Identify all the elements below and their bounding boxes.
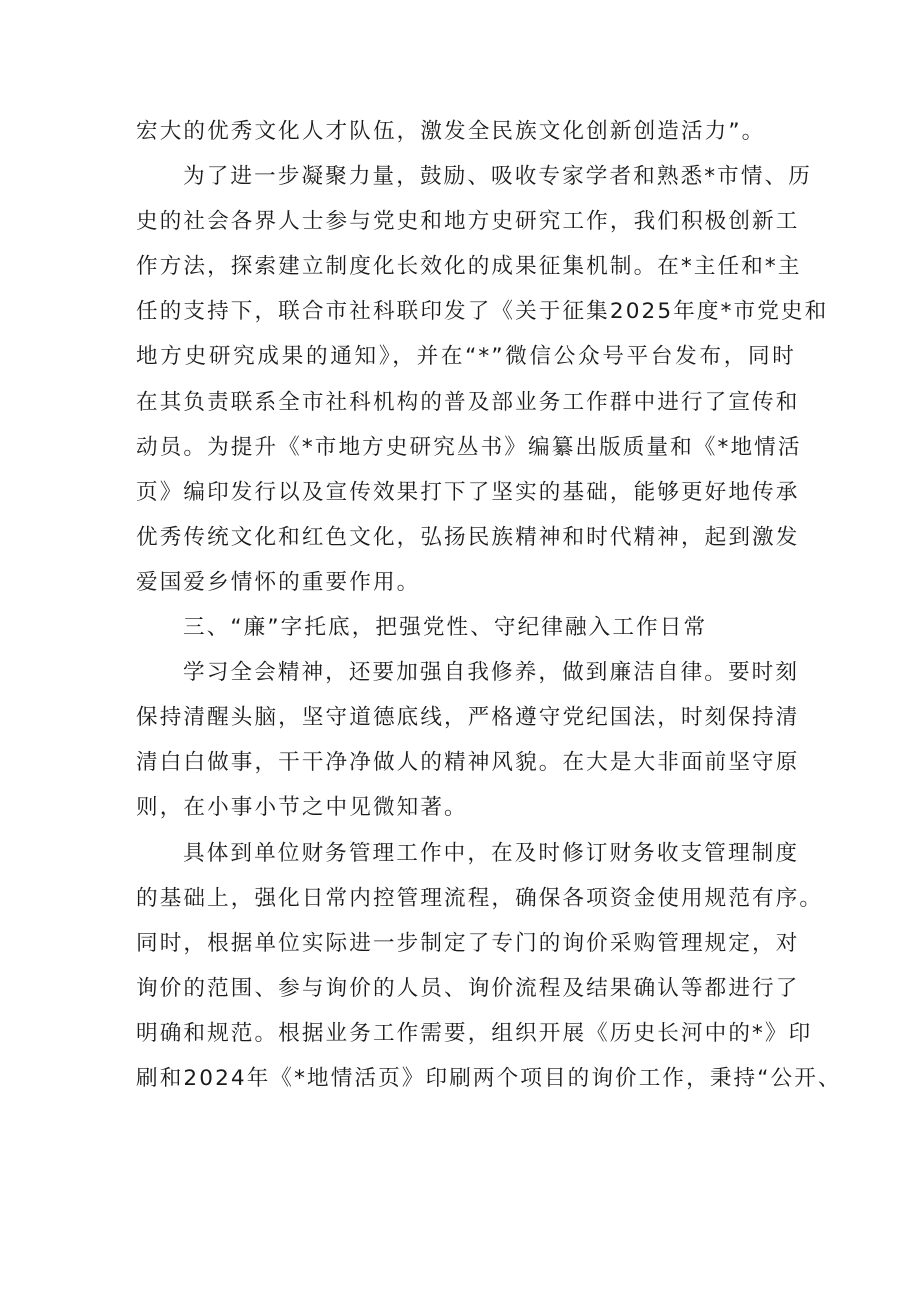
text-line: 的基础上，强化日常内控管理流程，确保各项资金使用规范有序。 xyxy=(136,885,824,911)
text-line: 具体到单位财务管理工作中，在及时修订财务收支管理制度 xyxy=(183,840,800,866)
text-line: 同时，根据单位实际进一步制定了专门的询价采购管理规定，对 xyxy=(136,930,800,956)
text-line: 任的支持下，联合市社科联印发了《关于征集2025年度*市党史和 xyxy=(136,299,829,325)
text-line: 在其负责联系全市社科机构的普及部业务工作群中进行了宣传和 xyxy=(136,389,800,415)
text-line: 页》编印发行以及宣传效果打下了坚实的基础，能够更好地传承 xyxy=(136,479,800,505)
text-line: 史的社会各界人士参与党史和地方史研究工作，我们积极创新工 xyxy=(136,209,800,235)
text-line: 宏大的优秀文化人才队伍，激发全民族文化创新创造活力”。 xyxy=(136,119,766,144)
text-line: 三、“廉”字托底，把强党性、守纪律融入工作日常 xyxy=(183,615,708,641)
text-line: 询价的范围、参与询价的人员、询价流程及结果确认等都进行了 xyxy=(136,975,800,1001)
text-line: 优秀传统文化和红色文化，弘扬民族精神和时代精神，起到激发 xyxy=(136,524,800,550)
text-line: 刷和2024年《*地情活页》印刷两个项目的询价工作，秉持“公开、 xyxy=(136,1065,842,1091)
text-line: 动员。为提升《*市地方史研究丛书》编纂出版质量和《*地情活 xyxy=(136,434,802,460)
text-line: 作方法，探索建立制度化长效化的成果征集机制。在*主任和*主 xyxy=(136,254,802,280)
text-line: 则，在小事小节之中见微知著。 xyxy=(136,795,468,821)
text-line: 保持清醒头脑，坚守道德底线，严格遵守党纪国法，时刻保持清 xyxy=(136,705,800,731)
text-line: 地方史研究成果的通知》，并在“*”微信公众号平台发布，同时 xyxy=(136,344,796,370)
text-line: 为了进一步凝聚力量，鼓励、吸收专家学者和熟悉*市情、历 xyxy=(183,164,812,190)
text-line: 学习全会精神，还要加强自我修养，做到廉洁自律。要时刻 xyxy=(183,660,800,686)
document-body xyxy=(136,109,842,1101)
text-line: 清白白做事，干干净净做人的精神风貌。在大是大非面前坚守原 xyxy=(136,750,800,776)
text-line: 爱国爱乡情怀的重要作用。 xyxy=(136,569,421,595)
text-line: 明确和规范。根据业务工作需要，组织开展《历史长河中的*》印 xyxy=(136,1020,813,1046)
